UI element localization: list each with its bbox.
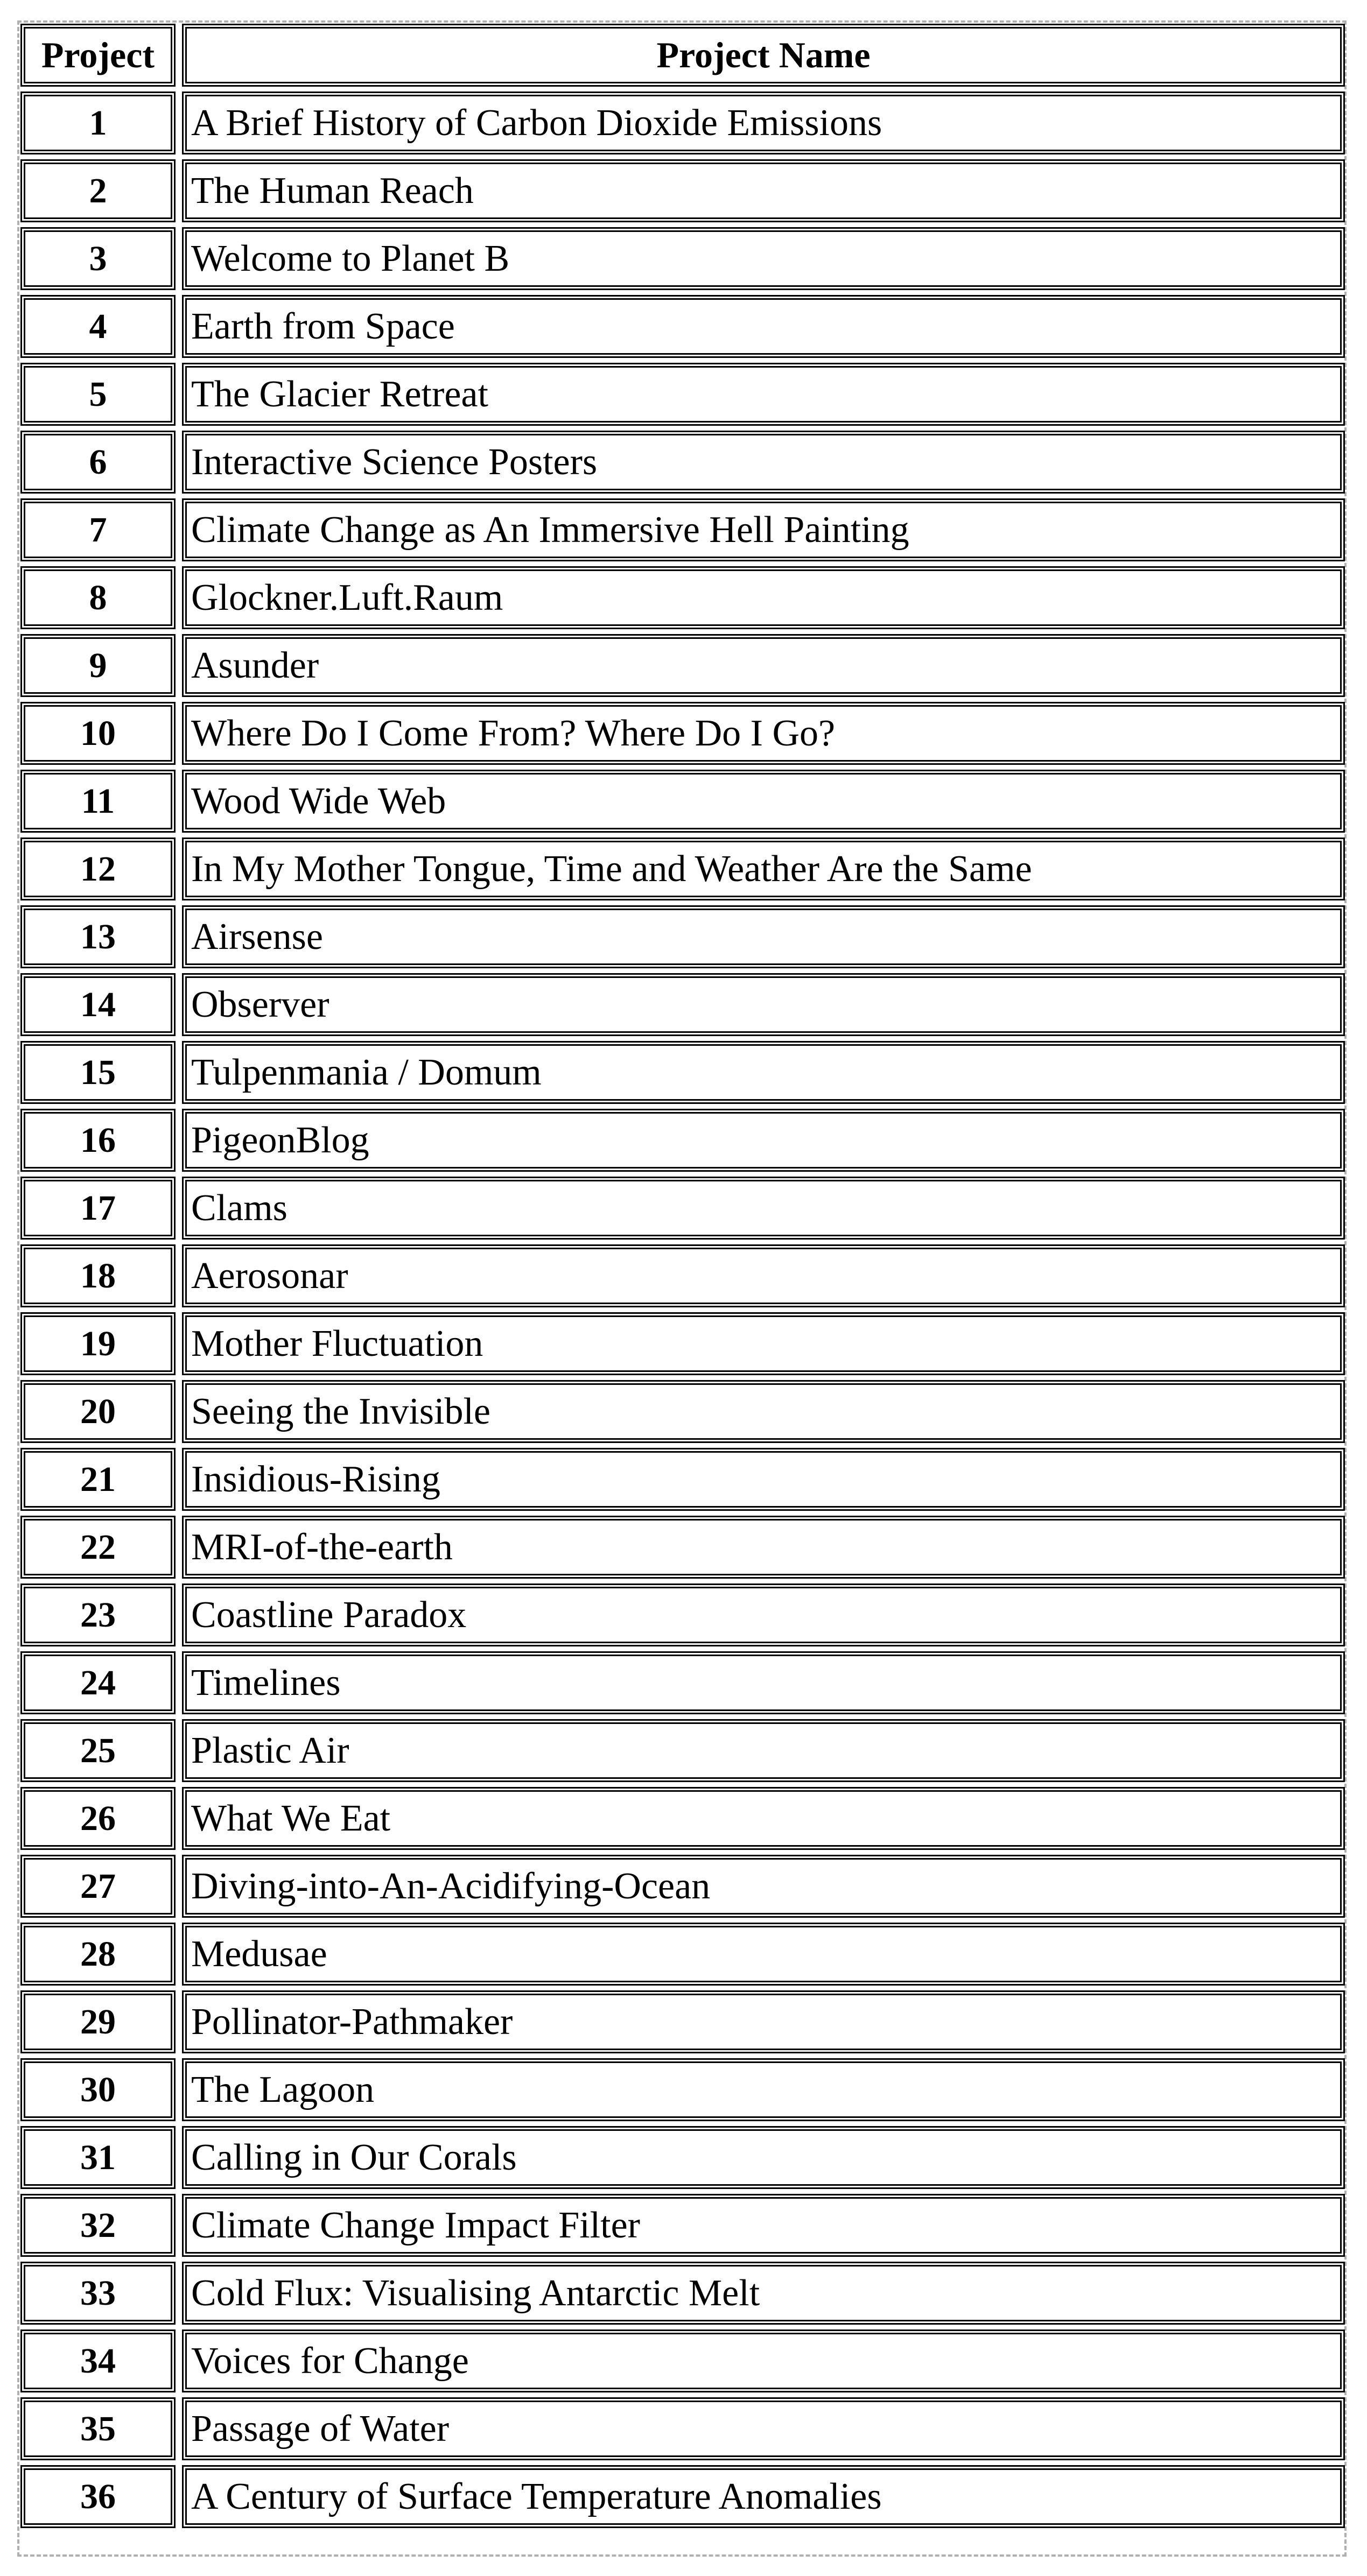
project-name-cell bbox=[182, 1923, 1345, 1990]
project-number-cell bbox=[20, 2329, 182, 2397]
project-number: 15 bbox=[80, 1052, 116, 1092]
project-number: 18 bbox=[80, 1256, 116, 1296]
project-number-cell bbox=[20, 1380, 182, 1448]
table-row bbox=[20, 159, 1345, 227]
table-row bbox=[20, 2126, 1345, 2194]
project-number-cell bbox=[20, 498, 182, 566]
table-row bbox=[20, 1719, 1345, 1787]
project-name-cell bbox=[182, 770, 1345, 837]
project-name-cell bbox=[182, 973, 1345, 1041]
table-row bbox=[20, 1244, 1345, 1312]
table-row bbox=[20, 770, 1345, 837]
header-cell-project-name bbox=[182, 24, 1345, 92]
project-name-cell bbox=[182, 1583, 1345, 1651]
project-name: Timelines bbox=[191, 1662, 341, 1704]
project-name: Glockner.Luft.Raum bbox=[191, 576, 503, 618]
project-number: 31 bbox=[80, 2137, 116, 2177]
project-name: Mother Fluctuation bbox=[191, 1322, 483, 1364]
project-number-cell bbox=[20, 2126, 182, 2194]
project-number: 6 bbox=[89, 442, 107, 482]
project-number-cell bbox=[20, 363, 182, 431]
project-number: 11 bbox=[81, 781, 115, 821]
project-number: 3 bbox=[89, 238, 107, 278]
project-number-cell bbox=[20, 1177, 182, 1244]
project-name: PigeonBlog bbox=[191, 1119, 369, 1161]
project-number: 19 bbox=[80, 1324, 116, 1363]
table-row bbox=[20, 363, 1345, 431]
project-name-cell bbox=[182, 1719, 1345, 1787]
project-number-cell bbox=[20, 1651, 182, 1719]
project-name: Coastline Paradox bbox=[191, 1594, 467, 1636]
project-name-cell bbox=[182, 2058, 1345, 2126]
project-name-cell bbox=[182, 159, 1345, 227]
project-number-cell bbox=[20, 92, 182, 159]
project-number-cell bbox=[20, 295, 182, 363]
project-number-cell bbox=[20, 1583, 182, 1651]
project-name: The Lagoon bbox=[191, 2068, 375, 2110]
project-name-cell bbox=[182, 431, 1345, 498]
project-name-cell bbox=[182, 2329, 1345, 2397]
project-name: Clams bbox=[191, 1187, 288, 1229]
table-row bbox=[20, 227, 1345, 295]
project-name: The Glacier Retreat bbox=[191, 373, 488, 415]
project-number: 29 bbox=[80, 2002, 116, 2042]
project-number-cell bbox=[20, 431, 182, 498]
table-row bbox=[20, 973, 1345, 1041]
project-name: A Century of Surface Temperature Anomalies bbox=[191, 2475, 882, 2517]
project-name-cell bbox=[182, 2397, 1345, 2465]
project-name-cell bbox=[182, 1990, 1345, 2058]
project-name: MRI-of-the-earth bbox=[191, 1526, 453, 1568]
table-row bbox=[20, 634, 1345, 702]
table-row bbox=[20, 566, 1345, 634]
project-name: Tulpenmania / Domum bbox=[191, 1051, 542, 1093]
project-number: 34 bbox=[80, 2341, 116, 2381]
table-row bbox=[20, 295, 1345, 363]
table-row bbox=[20, 837, 1345, 905]
table-row bbox=[20, 2397, 1345, 2465]
table-row bbox=[20, 1177, 1345, 1244]
project-name: Pollinator-Pathmaker bbox=[191, 2001, 513, 2043]
header-cell-project bbox=[20, 24, 182, 92]
project-name: Climate Change Impact Filter bbox=[191, 2204, 640, 2246]
project-number-cell bbox=[20, 770, 182, 837]
project-number: 7 bbox=[89, 510, 107, 550]
table-row bbox=[20, 1041, 1345, 1109]
table-row bbox=[20, 2465, 1345, 2533]
project-name-cell bbox=[182, 92, 1345, 159]
project-number: 9 bbox=[89, 645, 107, 685]
table-row bbox=[20, 1787, 1345, 1855]
table-row bbox=[20, 1448, 1345, 1516]
project-name-cell bbox=[182, 702, 1345, 770]
project-number: 35 bbox=[80, 2409, 116, 2448]
project-number-cell bbox=[20, 1244, 182, 1312]
project-number-cell bbox=[20, 905, 182, 973]
project-name-cell bbox=[182, 837, 1345, 905]
project-number-cell bbox=[20, 227, 182, 295]
project-number: 21 bbox=[80, 1459, 116, 1499]
project-number: 5 bbox=[89, 374, 107, 414]
project-name-cell bbox=[182, 1109, 1345, 1177]
project-number-cell bbox=[20, 1312, 182, 1380]
project-name-cell bbox=[182, 1448, 1345, 1516]
project-number: 14 bbox=[80, 984, 116, 1024]
project-name-cell bbox=[182, 1516, 1345, 1583]
project-name: A Brief History of Carbon Dioxide Emissions bbox=[191, 102, 882, 144]
project-name-cell bbox=[182, 1855, 1345, 1923]
project-number-cell bbox=[20, 702, 182, 770]
project-number-cell bbox=[20, 973, 182, 1041]
project-name: Airsense bbox=[191, 916, 323, 958]
project-number: 26 bbox=[80, 1798, 116, 1838]
table-body bbox=[20, 92, 1345, 2533]
table-row bbox=[20, 431, 1345, 498]
projects-table bbox=[20, 24, 1345, 2533]
project-number-cell bbox=[20, 1109, 182, 1177]
project-name: Cold Flux: Visualising Antarctic Melt bbox=[191, 2272, 760, 2314]
project-number-cell bbox=[20, 2397, 182, 2465]
project-name: Observer bbox=[191, 983, 330, 1025]
project-name-cell bbox=[182, 905, 1345, 973]
project-name: In My Mother Tongue, Time and Weather Are the Same bbox=[191, 848, 1032, 890]
project-number-cell bbox=[20, 159, 182, 227]
table-row bbox=[20, 702, 1345, 770]
table-row bbox=[20, 1583, 1345, 1651]
project-name-cell bbox=[182, 1244, 1345, 1312]
table-row bbox=[20, 2058, 1345, 2126]
project-name: What We Eat bbox=[191, 1797, 391, 1839]
project-number: 32 bbox=[80, 2205, 116, 2245]
project-number: 4 bbox=[89, 306, 107, 346]
project-name: Wood Wide Web bbox=[191, 780, 446, 822]
project-name: Aerosonar bbox=[191, 1255, 348, 1297]
table-row bbox=[20, 1651, 1345, 1719]
project-number: 10 bbox=[80, 713, 116, 753]
project-name-cell bbox=[182, 363, 1345, 431]
project-number-cell bbox=[20, 1516, 182, 1583]
project-number-cell bbox=[20, 2262, 182, 2329]
table-row bbox=[20, 1923, 1345, 1990]
project-name: Insidious-Rising bbox=[191, 1458, 440, 1500]
table-header bbox=[20, 24, 1345, 92]
project-name: Medusae bbox=[191, 1933, 327, 1975]
project-name: Earth from Space bbox=[191, 305, 455, 347]
project-name-cell bbox=[182, 227, 1345, 295]
project-number: 33 bbox=[80, 2273, 116, 2313]
project-number: 13 bbox=[80, 917, 116, 956]
project-number-cell bbox=[20, 1448, 182, 1516]
project-number: 27 bbox=[80, 1866, 116, 1906]
project-name-cell bbox=[182, 1651, 1345, 1719]
project-number-cell bbox=[20, 2465, 182, 2533]
project-name-cell bbox=[182, 2126, 1345, 2194]
project-name-cell bbox=[182, 2262, 1345, 2329]
project-number: 2 bbox=[89, 171, 107, 210]
project-name: Diving-into-An-Acidifying-Ocean bbox=[191, 1865, 711, 1907]
project-number-cell bbox=[20, 1719, 182, 1787]
project-name: Seeing the Invisible bbox=[191, 1390, 491, 1432]
table-row bbox=[20, 1516, 1345, 1583]
table-row bbox=[20, 1109, 1345, 1177]
project-number-cell bbox=[20, 1855, 182, 1923]
project-name-cell bbox=[182, 1177, 1345, 1244]
project-number: 20 bbox=[80, 1391, 116, 1431]
project-name: Passage of Water bbox=[191, 2408, 450, 2450]
table-row bbox=[20, 2329, 1345, 2397]
project-name: The Human Reach bbox=[191, 170, 474, 212]
project-number-cell bbox=[20, 2194, 182, 2262]
project-number: 17 bbox=[80, 1188, 116, 1228]
project-name-cell bbox=[182, 1041, 1345, 1109]
table-row bbox=[20, 1312, 1345, 1380]
table-row bbox=[20, 2262, 1345, 2329]
project-name: Interactive Science Posters bbox=[191, 441, 598, 483]
table-row bbox=[20, 498, 1345, 566]
project-name: Plastic Air bbox=[191, 1729, 349, 1771]
project-number-cell bbox=[20, 1787, 182, 1855]
project-number: 23 bbox=[80, 1595, 116, 1635]
project-name: Where Do I Come From? Where Do I Go? bbox=[191, 712, 836, 754]
project-name-cell bbox=[182, 634, 1345, 702]
project-number: 16 bbox=[80, 1120, 116, 1160]
project-number-cell bbox=[20, 634, 182, 702]
project-number-cell bbox=[20, 566, 182, 634]
project-number: 25 bbox=[80, 1730, 116, 1770]
project-name: Climate Change as An Immersive Hell Painting bbox=[191, 509, 909, 551]
project-name: Asunder bbox=[191, 644, 319, 686]
project-number: 12 bbox=[80, 849, 116, 889]
project-name-cell bbox=[182, 2194, 1345, 2262]
project-name: Voices for Change bbox=[191, 2340, 469, 2382]
project-number: 24 bbox=[80, 1663, 116, 1702]
project-number-cell bbox=[20, 837, 182, 905]
table-row bbox=[20, 92, 1345, 159]
header-row bbox=[20, 24, 1345, 92]
table-row bbox=[20, 2194, 1345, 2262]
project-name-cell bbox=[182, 1380, 1345, 1448]
header-project-name-label: Project Name bbox=[656, 34, 871, 75]
header-project-label: Project bbox=[41, 34, 155, 75]
project-number-cell bbox=[20, 1923, 182, 1990]
project-name-cell bbox=[182, 498, 1345, 566]
table-row bbox=[20, 1380, 1345, 1448]
project-name-cell bbox=[182, 295, 1345, 363]
project-name: Welcome to Planet B bbox=[191, 237, 510, 279]
project-name-cell bbox=[182, 566, 1345, 634]
project-number-cell bbox=[20, 2058, 182, 2126]
project-name: Calling in Our Corals bbox=[191, 2136, 517, 2178]
project-name-cell bbox=[182, 1312, 1345, 1380]
project-number: 8 bbox=[89, 578, 107, 617]
project-number: 36 bbox=[80, 2476, 116, 2516]
project-number: 1 bbox=[89, 103, 107, 143]
project-number-cell bbox=[20, 1990, 182, 2058]
table-row bbox=[20, 1855, 1345, 1923]
project-number: 22 bbox=[80, 1527, 116, 1567]
table-row bbox=[20, 905, 1345, 973]
table-row bbox=[20, 1990, 1345, 2058]
project-number: 30 bbox=[80, 2070, 116, 2109]
project-number: 28 bbox=[80, 1934, 116, 1974]
project-name-cell bbox=[182, 1787, 1345, 1855]
project-name-cell bbox=[182, 2465, 1345, 2533]
project-number-cell bbox=[20, 1041, 182, 1109]
